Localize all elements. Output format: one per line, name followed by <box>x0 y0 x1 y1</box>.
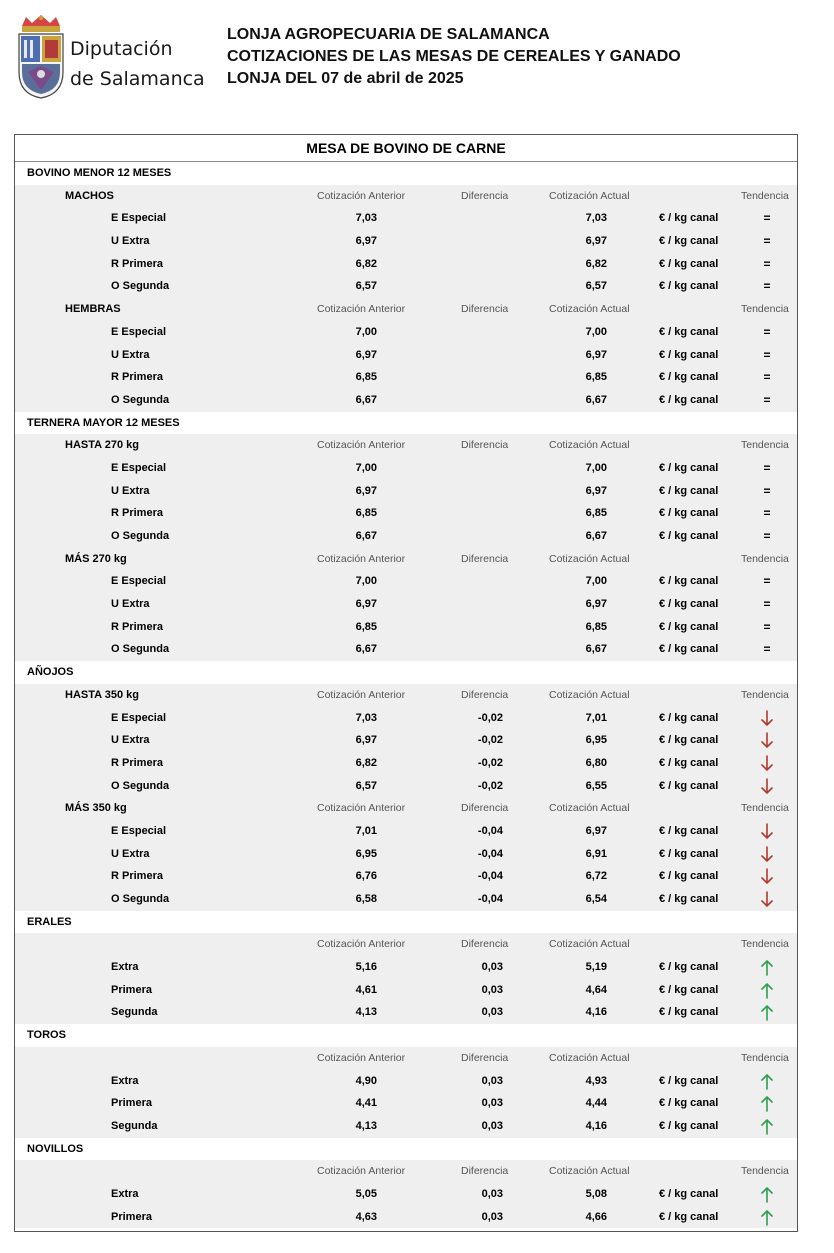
column-header-row <box>15 548 797 571</box>
equal-trend: = <box>763 529 771 543</box>
column-header-row <box>15 684 797 707</box>
value-anterior: 4,13 <box>355 1006 377 1019</box>
category-label: E Especial <box>111 575 167 588</box>
column-header-row <box>15 933 797 956</box>
table-row <box>15 729 797 752</box>
unit-label: € / kg canal <box>659 257 719 270</box>
category-label: E Especial <box>111 461 167 474</box>
equal-trend: = <box>763 574 771 589</box>
arrow-up-icon <box>760 1004 774 1021</box>
arrow-up-icon <box>760 1095 774 1112</box>
value-actual: 4,66 <box>585 1210 607 1223</box>
header-title-2: COTIZACIONES DE LAS MESAS DE CEREALES Y GANADO <box>227 48 681 65</box>
value-actual: 6,67 <box>585 643 607 656</box>
header-tendencia: Tendencia <box>741 688 789 701</box>
value-actual: 6,67 <box>585 393 607 406</box>
value-anterior: 6,97 <box>355 734 377 747</box>
header-cotizacion-anterior: Cotización Anterior <box>317 303 406 316</box>
unit-label: € / kg canal <box>659 734 719 747</box>
value-anterior: 5,16 <box>355 961 377 974</box>
header-diferencia: Diferencia <box>461 1165 509 1178</box>
arrow-up-icon <box>760 1209 774 1226</box>
value-actual: 6,85 <box>585 371 607 384</box>
unit-label: € / kg canal <box>659 235 719 248</box>
value-diferencia: 0,03 <box>481 1187 503 1200</box>
table-row <box>15 502 797 525</box>
table-row <box>15 1001 797 1024</box>
value-actual: 6,82 <box>585 257 607 270</box>
category-label: U Extra <box>111 598 150 611</box>
header-cotizacion-anterior: Cotización Anterior <box>317 802 406 815</box>
table-row <box>15 344 797 367</box>
value-anterior: 7,00 <box>355 325 377 338</box>
table-row <box>15 1206 797 1229</box>
value-actual: 5,19 <box>585 961 607 974</box>
group-label: MÁS 350 kg <box>65 802 127 815</box>
value-anterior: 6,57 <box>355 280 377 293</box>
value-anterior: 6,76 <box>355 870 377 883</box>
value-diferencia: 0,03 <box>481 1210 503 1223</box>
column-header-row <box>15 298 797 321</box>
section-row <box>15 412 797 435</box>
table-row <box>15 230 797 253</box>
value-actual: 6,97 <box>585 235 607 248</box>
header-cotizacion-actual: Cotización Actual <box>549 439 630 452</box>
header-diferencia: Diferencia <box>461 802 509 815</box>
value-diferencia: -0,02 <box>477 756 503 769</box>
value-actual: 4,93 <box>585 1074 607 1087</box>
table-row <box>15 321 797 344</box>
value-diferencia: -0,02 <box>477 734 503 747</box>
arrow-up-icon <box>760 959 774 976</box>
unit-label: € / kg canal <box>659 1187 719 1200</box>
value-anterior: 6,82 <box>355 756 377 769</box>
table-row <box>15 1115 797 1138</box>
value-actual: 6,97 <box>585 824 607 837</box>
section-label: BOVINO MENOR 12 MESES <box>27 167 172 179</box>
table-row <box>15 752 797 775</box>
value-anterior: 5,05 <box>355 1187 377 1200</box>
group-label: HEMBRAS <box>65 303 121 316</box>
group-label: MÁS 270 kg <box>65 552 127 565</box>
equal-trend: = <box>763 506 771 521</box>
table-row <box>15 707 797 730</box>
category-label: U Extra <box>111 484 150 497</box>
table-title: MESA DE BOVINO DE CARNE <box>15 135 797 162</box>
logo-text <box>70 34 205 94</box>
value-diferencia: -0,04 <box>477 824 503 837</box>
category-label: O Segunda <box>111 393 170 406</box>
value-anterior: 6,85 <box>355 620 377 633</box>
category-label: U Extra <box>111 348 150 361</box>
category-label: Extra <box>111 1074 139 1087</box>
coat-of-arms-logo <box>14 14 68 100</box>
category-label: U Extra <box>111 235 150 248</box>
value-actual: 6,54 <box>585 893 607 905</box>
value-anterior: 6,67 <box>355 530 377 542</box>
value-actual: 4,16 <box>585 1119 607 1132</box>
value-anterior: 6,57 <box>355 779 377 792</box>
value-diferencia: -0,02 <box>477 779 503 792</box>
value-actual: 7,00 <box>585 575 607 588</box>
column-header-row <box>15 1160 797 1183</box>
value-anterior: 6,97 <box>355 598 377 611</box>
arrow-down-icon <box>760 732 774 749</box>
document-header <box>227 24 681 90</box>
equal-trend: = <box>763 370 771 385</box>
value-anterior: 7,03 <box>355 212 377 225</box>
value-anterior: 7,00 <box>355 575 377 588</box>
arrow-up-icon <box>760 1118 774 1135</box>
logo-line-2: de Salamanca <box>70 68 205 90</box>
section-row <box>15 162 797 185</box>
value-anterior: 6,82 <box>355 257 377 270</box>
unit-label: € / kg canal <box>659 1006 719 1019</box>
unit-label: € / kg canal <box>659 620 719 633</box>
category-label: O Segunda <box>111 893 170 905</box>
equal-trend: = <box>763 211 771 226</box>
value-actual: 6,57 <box>585 280 607 293</box>
value-anterior: 6,95 <box>355 847 377 860</box>
header-cotizacion-actual: Cotización Actual <box>549 802 630 815</box>
table-row <box>15 1183 797 1206</box>
value-diferencia: 0,03 <box>481 1097 503 1110</box>
category-label: O Segunda <box>111 280 170 293</box>
logo-line-1: Diputación <box>70 38 173 60</box>
header-cotizacion-actual: Cotización Actual <box>549 1051 630 1064</box>
unit-label: € / kg canal <box>659 598 719 611</box>
arrow-down-icon <box>760 778 774 795</box>
value-anterior: 7,03 <box>355 711 377 724</box>
header-tendencia: Tendencia <box>741 938 789 951</box>
value-anterior: 6,85 <box>355 371 377 384</box>
table-row <box>15 843 797 866</box>
table-row <box>15 638 797 661</box>
header-cotizacion-actual: Cotización Actual <box>549 688 630 701</box>
value-anterior: 6,97 <box>355 235 377 248</box>
section-row <box>15 911 797 934</box>
group-label: HASTA 270 kg <box>65 439 139 452</box>
unit-label: € / kg canal <box>659 507 719 520</box>
header-cotizacion-anterior: Cotización Anterior <box>317 189 406 202</box>
header-tendencia: Tendencia <box>741 1165 789 1178</box>
value-actual: 6,55 <box>585 779 607 792</box>
group-label: HASTA 350 kg <box>65 688 139 701</box>
unit-label: € / kg canal <box>659 711 719 724</box>
table-row <box>15 593 797 616</box>
value-actual: 7,03 <box>585 212 607 225</box>
value-diferencia: -0,04 <box>477 847 503 860</box>
header-diferencia: Diferencia <box>461 688 509 701</box>
section-row <box>15 1024 797 1047</box>
value-anterior: 6,97 <box>355 348 377 361</box>
header-cotizacion-actual: Cotización Actual <box>549 303 630 316</box>
header-diferencia: Diferencia <box>461 189 509 202</box>
category-label: R Primera <box>111 507 163 520</box>
value-anterior: 4,13 <box>355 1119 377 1132</box>
table-row <box>15 366 797 389</box>
unit-label: € / kg canal <box>659 961 719 974</box>
category-label: O Segunda <box>111 643 170 656</box>
header-cotizacion-actual: Cotización Actual <box>549 552 630 565</box>
section-label: AÑOJOS <box>27 666 74 679</box>
unit-label: € / kg canal <box>659 893 719 905</box>
equal-trend: = <box>763 279 771 294</box>
header-cotizacion-actual: Cotización Actual <box>549 189 630 202</box>
value-actual: 4,16 <box>585 1006 607 1019</box>
arrow-up-icon <box>760 1073 774 1090</box>
arrow-down-icon <box>760 891 774 908</box>
value-diferencia: -0,04 <box>477 893 503 905</box>
table-row <box>15 820 797 843</box>
value-anterior: 4,41 <box>355 1097 377 1110</box>
unit-label: € / kg canal <box>659 847 719 860</box>
column-header-row <box>15 1047 797 1070</box>
header-title-3: LONJA DEL 07 de abril de 2025 <box>227 70 464 87</box>
table-row <box>15 570 797 593</box>
value-diferencia: -0,04 <box>477 870 503 883</box>
table-body <box>15 162 797 1228</box>
header-cotizacion-anterior: Cotización Anterior <box>317 688 406 701</box>
value-diferencia: 0,03 <box>481 1119 503 1132</box>
table-row <box>15 457 797 480</box>
header-cotizacion-anterior: Cotización Anterior <box>317 552 406 565</box>
category-label: Primera <box>111 983 152 996</box>
value-actual: 6,97 <box>585 598 607 611</box>
value-anterior: 6,67 <box>355 643 377 656</box>
value-diferencia: 0,03 <box>481 961 503 974</box>
unit-label: € / kg canal <box>659 1097 719 1110</box>
unit-label: € / kg canal <box>659 530 719 542</box>
unit-label: € / kg canal <box>659 371 719 384</box>
value-actual: 6,72 <box>585 870 607 883</box>
section-row <box>15 661 797 684</box>
value-anterior: 4,63 <box>355 1210 377 1223</box>
category-label: E Especial <box>111 325 167 338</box>
category-label: R Primera <box>111 257 163 270</box>
table-row <box>15 253 797 276</box>
header-diferencia: Diferencia <box>461 938 509 951</box>
header-cotizacion-anterior: Cotización Anterior <box>317 439 406 452</box>
equal-trend: = <box>763 392 771 407</box>
category-label: Extra <box>111 1187 139 1200</box>
unit-label: € / kg canal <box>659 1074 719 1087</box>
category-label: O Segunda <box>111 530 170 542</box>
arrow-up-icon <box>760 982 774 999</box>
unit-label: € / kg canal <box>659 280 719 293</box>
header-cotizacion-anterior: Cotización Anterior <box>317 1165 406 1178</box>
category-label: R Primera <box>111 371 163 384</box>
category-label: Segunda <box>111 1006 158 1019</box>
table-row <box>15 525 797 548</box>
unit-label: € / kg canal <box>659 824 719 837</box>
value-anterior: 7,01 <box>355 824 377 837</box>
value-diferencia: 0,03 <box>481 983 503 996</box>
unit-label: € / kg canal <box>659 461 719 474</box>
equal-trend: = <box>763 597 771 612</box>
section-label: TERNERA MAYOR 12 MESES <box>27 416 180 429</box>
table-row <box>15 979 797 1002</box>
value-actual: 6,95 <box>585 734 607 747</box>
header-cotizacion-anterior: Cotización Anterior <box>317 938 406 951</box>
unit-label: € / kg canal <box>659 348 719 361</box>
arrow-down-icon <box>760 710 774 727</box>
header-tendencia: Tendencia <box>741 303 789 316</box>
unit-label: € / kg canal <box>659 870 719 883</box>
category-label: Extra <box>111 961 139 974</box>
table-row <box>15 956 797 979</box>
equal-trend: = <box>763 642 771 657</box>
value-diferencia: -0,02 <box>477 711 503 724</box>
value-anterior: 6,67 <box>355 393 377 406</box>
unit-label: € / kg canal <box>659 1210 719 1223</box>
category-label: R Primera <box>111 870 163 883</box>
value-actual: 6,80 <box>585 756 607 769</box>
equal-trend: = <box>763 256 771 271</box>
group-label: MACHOS <box>65 189 114 202</box>
unit-label: € / kg canal <box>659 393 719 406</box>
value-actual: 4,64 <box>585 983 607 996</box>
column-header-row <box>15 797 797 820</box>
table-row <box>15 865 797 888</box>
value-anterior: 6,97 <box>355 484 377 497</box>
value-actual: 5,08 <box>585 1187 607 1200</box>
value-anterior: 6,85 <box>355 507 377 520</box>
value-actual: 6,97 <box>585 348 607 361</box>
header-diferencia: Diferencia <box>461 552 509 565</box>
value-anterior: 4,90 <box>355 1074 377 1087</box>
column-header-row <box>15 185 797 208</box>
table-row <box>15 616 797 639</box>
unit-label: € / kg canal <box>659 779 719 792</box>
unit-label: € / kg canal <box>659 756 719 769</box>
category-label: U Extra <box>111 847 150 860</box>
arrow-down-icon <box>760 823 774 840</box>
category-label: Primera <box>111 1097 152 1110</box>
category-label: R Primera <box>111 620 163 633</box>
value-anterior: 4,61 <box>355 983 377 996</box>
value-actual: 6,85 <box>585 620 607 633</box>
category-label: E Especial <box>111 711 167 724</box>
section-label: TOROS <box>27 1029 66 1042</box>
table-row <box>15 480 797 503</box>
table-row <box>15 275 797 298</box>
arrow-down-icon <box>760 846 774 863</box>
table-row <box>15 389 797 412</box>
category-label: O Segunda <box>111 779 170 792</box>
equal-trend: = <box>763 460 771 475</box>
unit-label: € / kg canal <box>659 575 719 588</box>
header-title-1: LONJA AGROPECUARIA DE SALAMANCA <box>227 26 550 43</box>
value-actual: 7,00 <box>585 325 607 338</box>
arrow-down-icon <box>760 868 774 885</box>
header-cotizacion-anterior: Cotización Anterior <box>317 1051 406 1064</box>
value-anterior: 7,00 <box>355 461 377 474</box>
value-actual: 4,44 <box>585 1097 607 1110</box>
value-diferencia: 0,03 <box>481 1006 503 1019</box>
value-actual: 6,67 <box>585 530 607 542</box>
column-header-row <box>15 434 797 457</box>
header-tendencia: Tendencia <box>741 802 789 815</box>
equal-trend: = <box>763 234 771 249</box>
category-label: E Especial <box>111 212 167 225</box>
unit-label: € / kg canal <box>659 1119 719 1132</box>
header-tendencia: Tendencia <box>741 1051 789 1064</box>
table-row <box>15 775 797 798</box>
header-diferencia: Diferencia <box>461 1051 509 1064</box>
table-row <box>15 1070 797 1093</box>
table-row <box>15 207 797 230</box>
price-table <box>14 134 798 1232</box>
table-row <box>15 888 797 911</box>
header-tendencia: Tendencia <box>741 439 789 452</box>
header-cotizacion-actual: Cotización Actual <box>549 1165 630 1178</box>
value-actual: 7,01 <box>585 711 607 724</box>
value-diferencia: 0,03 <box>481 1074 503 1087</box>
value-actual: 6,97 <box>585 484 607 497</box>
equal-trend: = <box>763 347 771 362</box>
header-diferencia: Diferencia <box>461 439 509 452</box>
equal-trend: = <box>763 619 771 634</box>
unit-label: € / kg canal <box>659 484 719 497</box>
category-label: Primera <box>111 1210 152 1223</box>
header-tendencia: Tendencia <box>741 189 789 202</box>
unit-label: € / kg canal <box>659 983 719 996</box>
header-tendencia: Tendencia <box>741 552 789 565</box>
section-label: NOVILLOS <box>27 1142 84 1155</box>
category-label: U Extra <box>111 734 150 747</box>
header-diferencia: Diferencia <box>461 303 509 316</box>
value-anterior: 6,58 <box>355 893 377 905</box>
table-row <box>15 1092 797 1115</box>
value-actual: 6,85 <box>585 507 607 520</box>
section-row <box>15 1138 797 1161</box>
category-label: Segunda <box>111 1119 158 1132</box>
equal-trend: = <box>763 324 771 339</box>
section-label: ERALES <box>27 915 72 928</box>
category-label: R Primera <box>111 756 163 769</box>
equal-trend: = <box>763 483 771 498</box>
category-label: E Especial <box>111 824 167 837</box>
unit-label: € / kg canal <box>659 325 719 338</box>
unit-label: € / kg canal <box>659 212 719 225</box>
header-cotizacion-actual: Cotización Actual <box>549 938 630 951</box>
value-actual: 6,91 <box>585 847 607 860</box>
unit-label: € / kg canal <box>659 643 719 656</box>
value-actual: 7,00 <box>585 461 607 474</box>
arrow-up-icon <box>760 1186 774 1203</box>
arrow-down-icon <box>760 755 774 772</box>
